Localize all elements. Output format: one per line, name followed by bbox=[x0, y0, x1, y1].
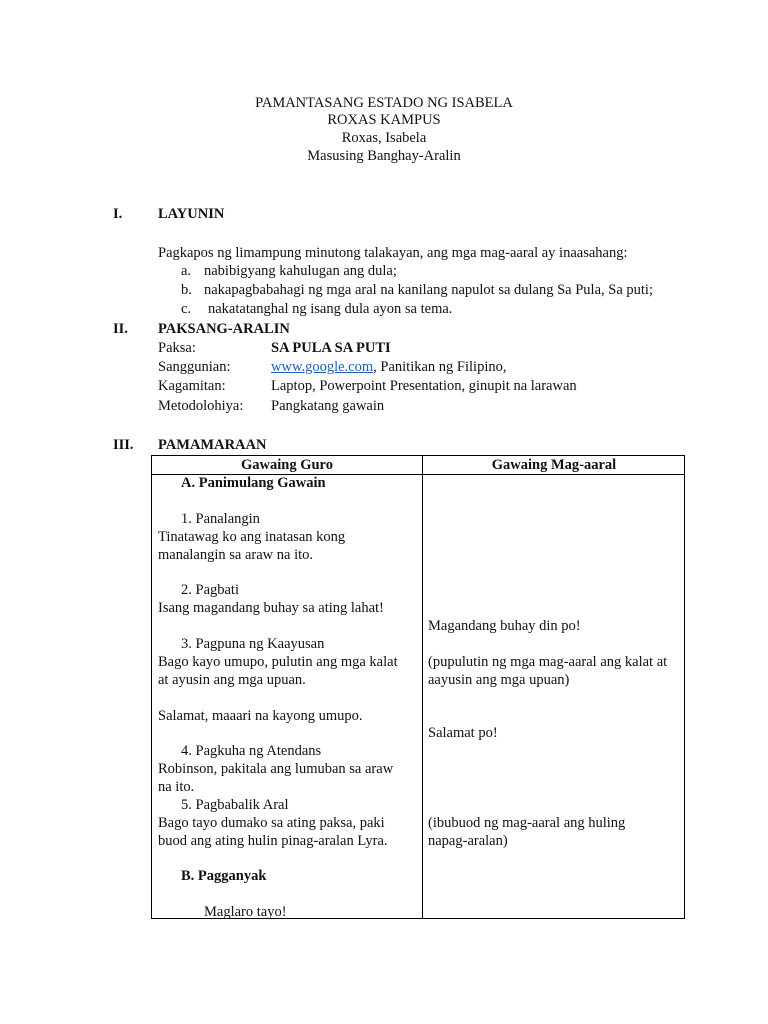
kaayusan-line3: Salamat, maaari na kayong umupo. bbox=[158, 708, 363, 724]
panalangin-line1: Tinatawag ko ang inatasan kong bbox=[158, 529, 346, 545]
column-header-magaaral: Gawaing Mag-aaral bbox=[491, 457, 617, 473]
kagamitan-value: Laptop, Powerpoint Presentation, ginupit na larawan bbox=[271, 378, 577, 394]
response-balik-aral-line1: (ibubuod ng mag-aaral ang huling bbox=[428, 815, 626, 831]
response-balik-aral-line2: napag-aralan) bbox=[428, 833, 508, 849]
balik-aral-title: 5. Pagbabalik Aral bbox=[181, 797, 289, 813]
kaayusan-line1: Bago kayo umupo, pulutin ang mga kalat bbox=[158, 654, 398, 670]
response-kaayusan-line1: (pupulutin ng mga mag-aaral ang kalat at bbox=[428, 654, 668, 670]
balik-aral-line1: Bago tayo dumako sa ating paksa, paki bbox=[158, 815, 385, 831]
pagganyak-line1: Maglaro tayo! bbox=[204, 904, 287, 920]
sanggunian-value bbox=[271, 358, 506, 376]
section3-title: PAMAMARAAN bbox=[158, 437, 267, 453]
objective-letter-a: a. bbox=[181, 263, 192, 279]
atendans-line2: na ito. bbox=[158, 779, 195, 795]
response-pagbati: Magandang buhay din po! bbox=[428, 618, 581, 634]
kagamitan-label: Kagamitan: bbox=[158, 378, 226, 394]
atendans-line1: Robinson, pakitala ang lumuban sa araw bbox=[158, 761, 394, 777]
pagbati-line1: Isang magandang buhay sa ating lahat! bbox=[158, 600, 384, 616]
atendans-title: 4. Pagkuha ng Atendans bbox=[181, 743, 322, 759]
pagbati-title: 2. Pagbati bbox=[181, 582, 239, 598]
objectives-intro: Pagkapos ng limampung minutong talakayan, ang mga mag-aaral ay inaasahang: bbox=[158, 245, 628, 261]
document-title: Masusing Banghay-Aralin bbox=[307, 148, 461, 164]
pagganyak-heading: B. Pagganyak bbox=[181, 868, 267, 884]
campus-location: Roxas, Isabela bbox=[341, 130, 427, 146]
paksa-label: Paksa: bbox=[158, 340, 196, 356]
section1-numeral: I. bbox=[113, 206, 123, 222]
google-link[interactable]: www.google.com bbox=[271, 359, 374, 375]
panalangin-title: 1. Panalangin bbox=[181, 511, 260, 527]
balik-aral-line2: buod ang ating hulin pinag-aralan Lyra. bbox=[158, 833, 388, 849]
column-divider bbox=[422, 456, 423, 918]
section2-title: PAKSANG-ARALIN bbox=[158, 321, 290, 337]
objective-c: nakatatanghal ng isang dula ayon sa tema. bbox=[208, 301, 453, 317]
panimulang-gawain-heading: A. Panimulang Gawain bbox=[181, 475, 326, 491]
section2-numeral: II. bbox=[113, 321, 128, 337]
metodolohiya-value: Pangkatang gawain bbox=[271, 398, 385, 414]
response-salamat: Salamat po! bbox=[428, 725, 498, 741]
objective-letter-b: b. bbox=[181, 282, 192, 298]
sanggunian-rest: , Panitikan ng Filipino, bbox=[373, 359, 507, 375]
kaayusan-line2: at ayusin ang mga upuan. bbox=[158, 672, 306, 688]
panalangin-line2: manalangin sa araw na ito. bbox=[158, 547, 314, 563]
metodolohiya-label: Metodolohiya: bbox=[158, 398, 244, 414]
objective-letter-c: c. bbox=[181, 301, 192, 317]
university-name: PAMANTASANG ESTADO NG ISABELA bbox=[255, 95, 513, 111]
sanggunian-label: Sanggunian: bbox=[158, 359, 231, 375]
paksa-value: SA PULA SA PUTI bbox=[271, 340, 391, 356]
procedure-table bbox=[151, 455, 685, 919]
section1-title: LAYUNIN bbox=[158, 206, 225, 222]
section3-numeral: III. bbox=[113, 437, 134, 453]
kaayusan-title: 3. Pagpuna ng Kaayusan bbox=[181, 636, 325, 652]
column-header-guro: Gawaing Guro bbox=[241, 457, 333, 473]
objective-b: nakapagbabahagi ng mga aral na kanilang napulot sa dulang Sa Pula, Sa puti; bbox=[204, 282, 653, 298]
campus-name: ROXAS KAMPUS bbox=[327, 112, 441, 128]
objective-a: nabibigyang kahulugan ang dula; bbox=[204, 263, 397, 279]
response-kaayusan-line2: aayusin ang mga upuan) bbox=[428, 672, 570, 688]
